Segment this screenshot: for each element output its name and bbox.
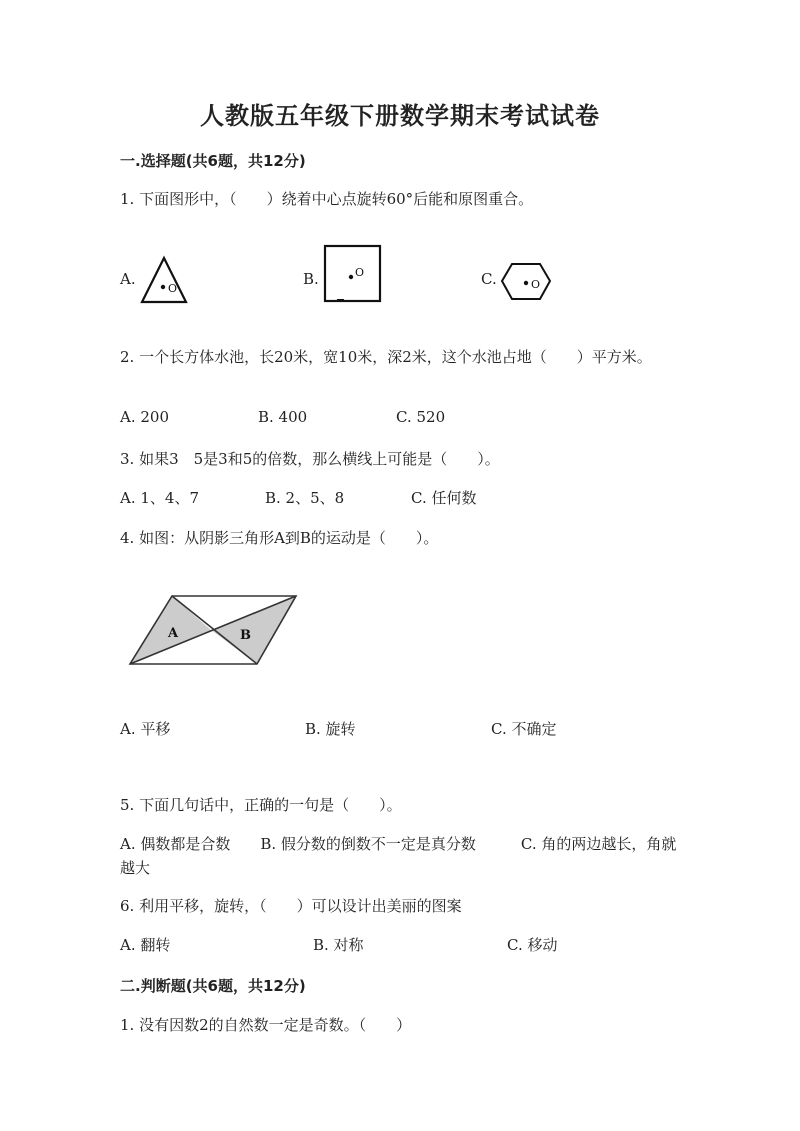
q1-triangle-figure [138, 254, 218, 306]
q3-option-b: B. 2、5、8 [265, 489, 345, 507]
q4-parallelogram-figure [126, 592, 302, 668]
question-1: 1. 下面图形中，（ ）绕着中心点旋转60°后能和原图重合。 [120, 190, 534, 208]
center-point [524, 281, 528, 285]
question-5: 5. 下面几句话中，正确的一句是（ ）。 [120, 796, 402, 814]
q1-hexagon-figure [500, 262, 556, 302]
q5-options: A. 偶数都是合数 B. 假分数的倒数不一定是真分数 C. 角的两边越长，角就越大 [120, 835, 677, 877]
section-heading-choice: 一.选择题(共6题，共12分) [120, 152, 306, 170]
q1-option-b-label: B. [303, 270, 319, 288]
q2-option-b: B. 400 [258, 408, 308, 426]
label-b: B [240, 628, 251, 643]
center-label: O [531, 278, 541, 291]
q4-option-b: B. 旋转 [305, 720, 356, 738]
q6-option-b: B. 对称 [313, 936, 364, 954]
center-label: O [355, 266, 365, 279]
q6-option-a: A. 翻转 [120, 936, 171, 954]
q3-option-a: A. 1、4、7 [120, 489, 199, 507]
q4-option-a: A. 平移 [120, 720, 171, 738]
q2-option-a: A. 200 [120, 408, 169, 426]
q6-option-c: C. 移动 [507, 936, 558, 954]
shaded-triangle-b [211, 596, 296, 664]
center-point [161, 285, 165, 289]
q1-option-a-label: A. [120, 270, 136, 288]
page-title: 人教版五年级下册数学期末考试试卷 [200, 102, 600, 130]
q2-option-c: C. 520 [396, 408, 446, 426]
triangle-shape [142, 258, 186, 302]
label-a: A [168, 626, 179, 641]
question-2: 2. 一个长方体水池，长20米，宽10米，深2米，这个水池占地（ ）平方米。 [120, 348, 652, 366]
square-shape [325, 246, 380, 301]
question-6: 6. 利用平移，旋转，（ ）可以设计出美丽的图案 [120, 897, 462, 915]
center-point [349, 275, 353, 279]
q1-option-c-label: C. [481, 270, 497, 288]
judgement-question-1: 1. 没有因数2的自然数一定是奇数。（ ） [120, 1016, 412, 1034]
q3-option-c: C. 任何数 [411, 489, 477, 507]
q4-option-c: C. 不确定 [491, 720, 557, 738]
question-3: 3. 如果3 5是3和5的倍数，那么横线上可能是（ ）。 [120, 450, 500, 468]
section-heading-judgement: 二.判断题(共6题，共12分) [120, 977, 306, 995]
question-4: 4. 如图：从阴影三角形A到B的运动是（ ）。 [120, 529, 439, 547]
q1-square-figure [322, 244, 386, 306]
center-label: O [168, 282, 178, 295]
